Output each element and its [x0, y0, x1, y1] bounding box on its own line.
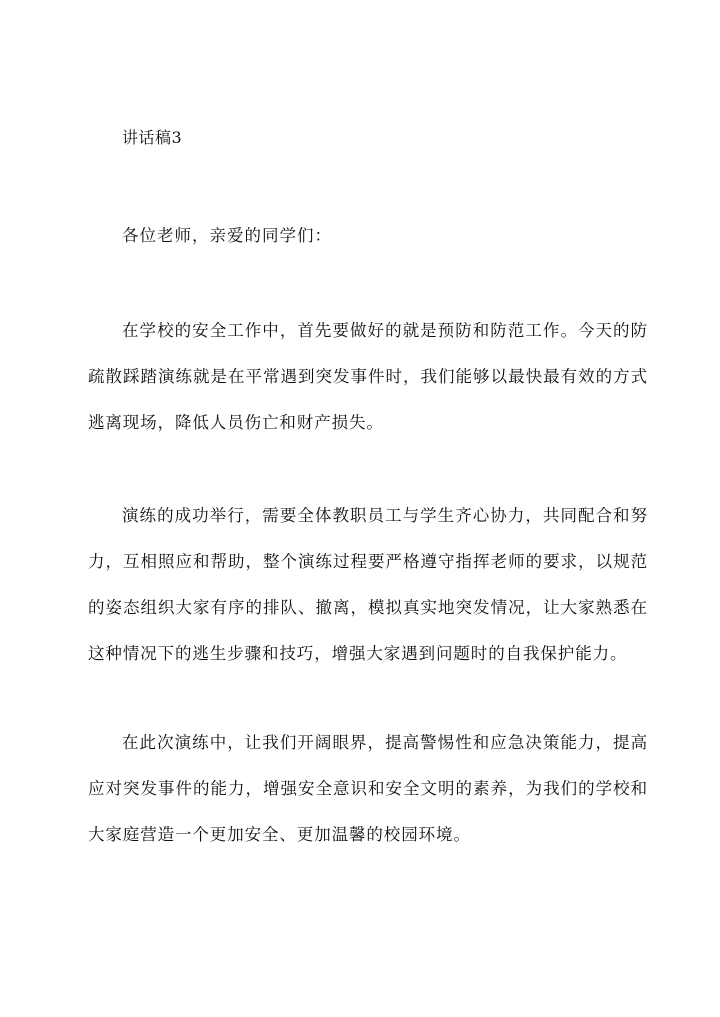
paragraph-3: 在此次演练中，让我们开阔眼界，提高警惕性和应急决策能力，提高应对突发事件的能力，增强安全意识和安全文明的素养，为我们的学校和大家庭营造一个更加安全、更加温馨的校园环境。	[88, 733, 648, 844]
greeting-line: 各位老师，亲爱的同学们：	[122, 226, 332, 245]
paragraph-2: 演练的成功举行，需要全体教职员工与学生齐心协力，共同配合和努力，互相照应和帮助，整个演练过程要严格遵守指挥老师的要求，以规范的姿态组织大家有序的排队、撤离，模拟真实地突发情况，让大家熟悉在这种情况下的逃生步骤和技巧，增强大家遇到问题时的自我保护能力。	[88, 506, 648, 663]
document-title: 讲话稿3	[122, 128, 183, 147]
paragraph-1: 在学校的安全工作中，首先要做好的就是预防和防范工作。今天的防疏散踩踏演练就是在平常遇到突发事件时，我们能够以最快最有效的方式逃离现场，降低人员伤亡和财产损失。	[88, 321, 648, 432]
